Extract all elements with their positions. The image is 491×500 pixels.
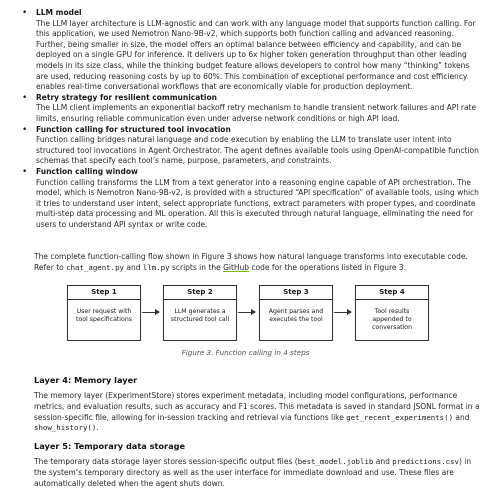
- layer5-text: The temporary data storage layer stores session-specific output files (: [34, 457, 298, 466]
- flow-text-3: code for the operations listed in Figure 3.: [249, 262, 407, 272]
- layer4-text: The memory layer (ExperimentStore) stores experiment metadata, including model configurations, performance metrics, and evaluation results, such as accuracy and F1 scores. This metadata is saved in standard JSONL format in a session-specific file, allowing for in-session tracking and retrieval via functions like: [34, 391, 480, 422]
- figure-caption: Figure 3. Function calling in 4 steps: [181, 348, 310, 357]
- flow-text-2: scripts in the: [169, 262, 224, 272]
- list-item: [20, 167, 482, 231]
- step-label: Step 1: [68, 286, 140, 300]
- code-show-history: show_history(): [34, 423, 97, 433]
- layer4-paragraph: [34, 391, 482, 434]
- code-llm: llm.py: [142, 262, 170, 272]
- bullet-body: The LLM layer architecture is LLM-agnostic and can work with any language model that supports function calling. For this application, we used Nemotron Nano-9B-v2, which supports both function calling and advanced reasoning. Further, being smaller in size, the model offers an optimal balance between efficiency and capability, and can be deployed on a single GPU for inference. It delivers up to 6x higher token generation throughput than other leading models in its size class, while the thinking budget feature allows developers to control how many “thinking” tokens are used, reducing reasoning costs by up to 60%. This combination of exceptional performance and cost efficiency enables real-time conversational workflows that are economically viable for production deployment.: [36, 18, 476, 92]
- layer4-text-and: and: [453, 412, 470, 422]
- function-calling-diagram: [67, 285, 431, 341]
- step-box-4: [355, 285, 429, 341]
- step-label: Step 4: [356, 286, 428, 300]
- bullet-title: • Retry strategy for resilient communication: [36, 92, 217, 102]
- step-text: Agent parses and executes the tool: [268, 308, 324, 323]
- github-link[interactable]: GitHub: [223, 262, 250, 272]
- bullet-body: Function calling transforms the LLM from a text generator into a reasoning engine capable of API orchestration. The model, which is Nemotron Nano-9B-v2, is provided with a structured “API specification” of available tools, using which it tries to understand user intent, select appropriate functions, extract parameters with proper types, and coordinate multi-step data processing and ML operation. All this is executed through natural language, eliminating the need for users to understand API syntax or write code.: [36, 177, 479, 229]
- layer5-heading: Layer 5: Temporary data storage: [34, 441, 186, 451]
- step-box-1: [67, 285, 141, 341]
- step-text: User request with tool specifications: [76, 308, 132, 323]
- flow-text-and: and: [123, 262, 143, 272]
- bullet-body: Function calling bridges natural language and code execution by enabling the LLM to translate user intent into structured tool invocations in Agent Orchestrator. The agent defines available tools using OpenAI-compatible function schemas that specify each tool’s name, purpose, parameters, and constraints.: [36, 135, 479, 166]
- code-predictions: predictions.csv: [392, 457, 459, 466]
- layer5-text-2: ) in the system’s temporary directory as well as the user interface for immediate download and use. These files are automatically deleted when the agent shuts down.: [34, 457, 472, 488]
- bullet-title: • Function calling for structured tool invocation: [36, 124, 231, 134]
- step-text: Tool results appended to conversation: [372, 308, 412, 331]
- step-box-2: [163, 285, 237, 341]
- flow-text-1: The complete function-calling flow shown in Figure 3 shows how natural language transforms into executable code. Refer to: [34, 252, 468, 272]
- layer4-heading: Layer 4: Memory layer: [34, 375, 138, 385]
- step-box-3: [259, 285, 333, 341]
- bullet-body: The LLM client implements an exponential backoff retry mechanism to handle transient network failures and API rate limits, ensuring reliable communication even under adverse network conditions or high API load.: [36, 103, 477, 123]
- list-item: [20, 125, 482, 167]
- bullet-title: • Function calling window: [36, 166, 138, 176]
- layer4-text-end: .: [96, 423, 99, 433]
- arrow-icon: [142, 312, 159, 313]
- feature-list: [20, 8, 482, 230]
- step-text: LLM generates a structured tool call: [170, 308, 230, 323]
- arrow-icon: [334, 312, 351, 313]
- code-get-recent-experiments: get_recent_experiments(): [346, 412, 454, 422]
- step-label: Step 2: [164, 286, 236, 300]
- code-best-model: best_model.joblib: [297, 457, 374, 466]
- layer5-text-and: and: [373, 457, 393, 466]
- step-label: Step 3: [260, 286, 332, 300]
- list-item: [20, 8, 482, 93]
- code-chat-agent: chat_agent.py: [66, 262, 124, 272]
- layer5-paragraph: [34, 457, 482, 489]
- list-item: [20, 93, 482, 125]
- bullet-title: • LLM model: [36, 8, 82, 17]
- flow-paragraph: [34, 252, 482, 274]
- arrow-icon: [238, 312, 255, 313]
